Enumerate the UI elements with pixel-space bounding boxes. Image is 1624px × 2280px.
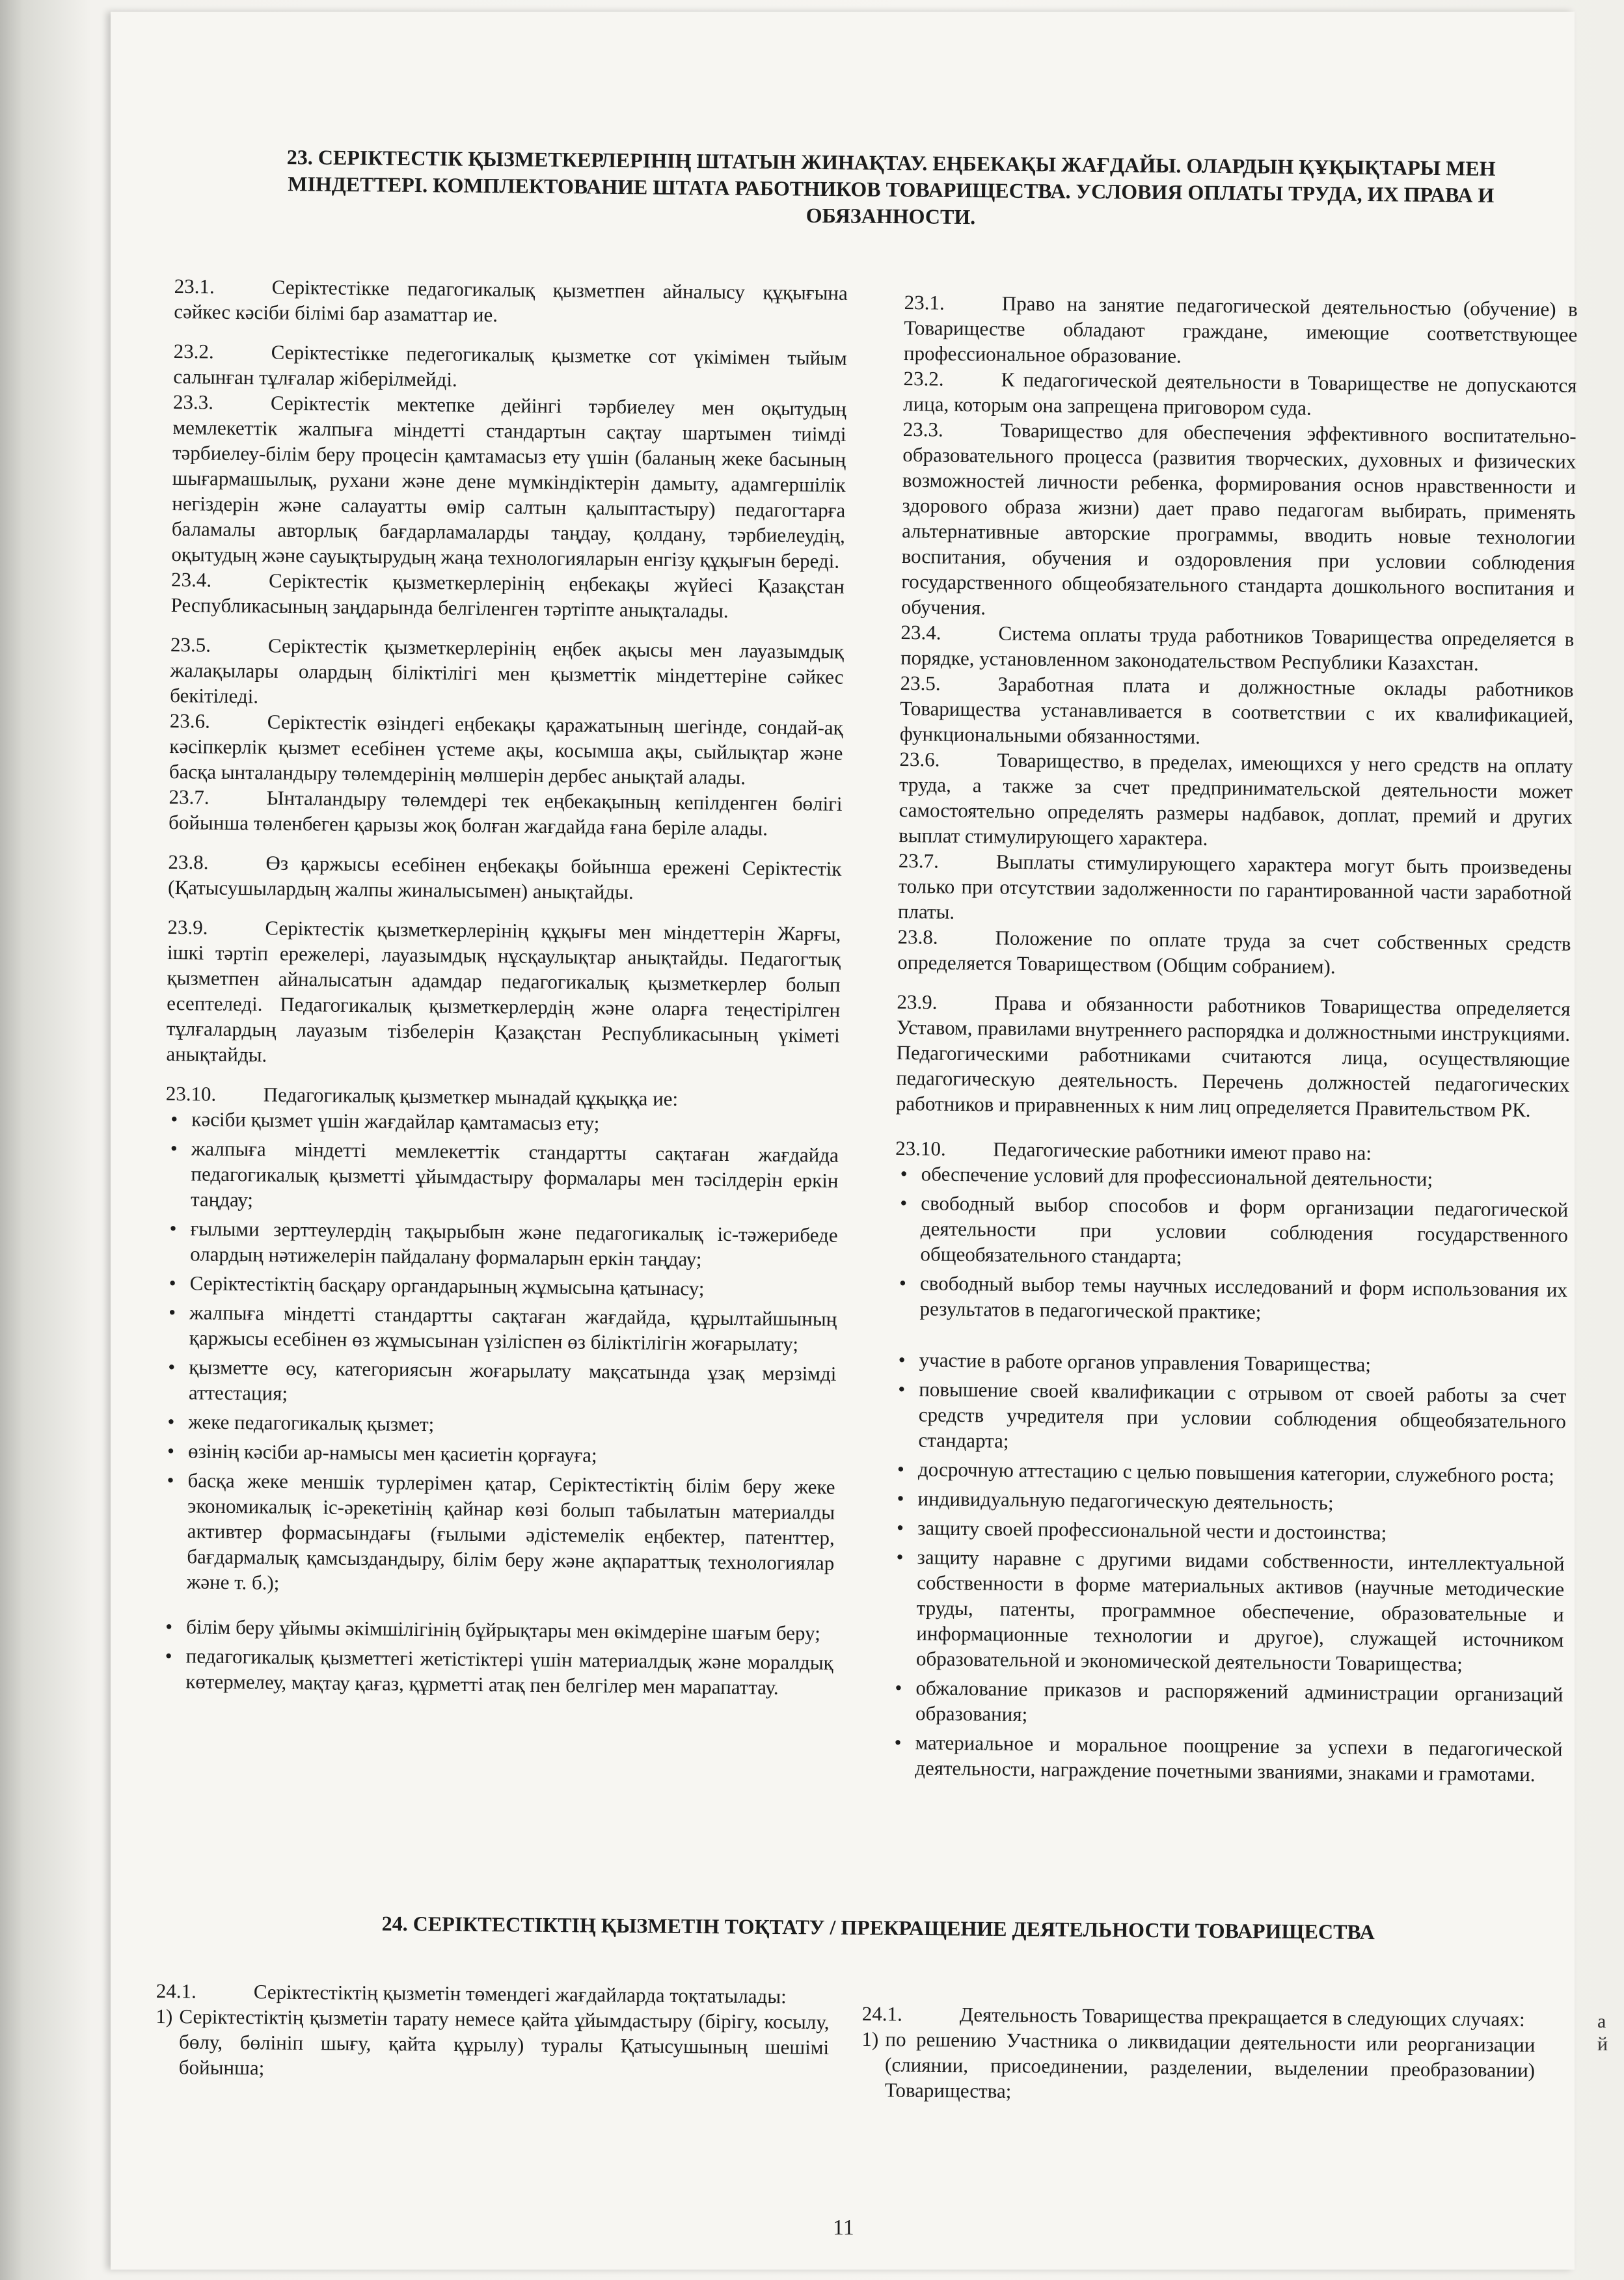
paragraph-23-6-ru [899,746,1573,855]
list-item: • жалпыға міндетті мемлекеттік стандартты сақтаған жағдайда педагогикалық қызметті ұйымдастыру формалары мен тәсілдерін еркін таңдау; [165,1135,839,1219]
list-item: • защиту наравне с другими видами собственности, интеллектуальной собственности в форме материальных активов (научные методические труды, патенты, программное обеспечение, образовательные и информационные технологии и другое), служащей источником образовательной и экономической деятельности Товарищества; [890,1544,1565,1678]
paragraph-23-4-kz [170,567,845,625]
section-24-title: 24. СЕРІКТЕСТІКТІҢ ҚЫЗМЕТІН ТОҚТАТУ / ПРЕКРАЩЕНИЕ ДЕЯТЕЛЬНОСТИ ТОВАРИЩЕСТВА [381,1911,1375,1944]
clause-number: 23.9. [897,990,938,1014]
list-item: • участие в работе органов управления Товарищества; [893,1347,1567,1379]
list-item [861,2026,1536,2108]
cases-list-ru [861,2026,1536,2108]
paragraph-23-1-kz [174,273,848,331]
list-item: • ғылыми зерттеулердің тақырыбын және педагогикалық іс-тәжерибеде олардың нәтижелерін пайдалану формаларын еркін таңдау; [164,1215,838,1273]
paragraph-23-1-ru [904,290,1578,373]
clause-text: Серіктестіктің қызметін төмендегі жағдайларда тоқтатылады: [253,1980,787,2008]
paragraph-23-2-kz [173,338,847,396]
clause-number: 23.1. [904,290,945,314]
page-number: 11 [833,2216,854,2240]
clause-number: 24.1. [861,2002,902,2026]
clause-number: 23.8. [897,925,938,949]
paragraph-23-9-ru [896,989,1571,1123]
clause-text: Серіктестікке педагогикалық қызметпен айналысу құқығына сәйкес кәсіби білімі бар азаматтар ие. [174,275,848,327]
paragraph-23-5-ru [900,670,1574,753]
section-24-right-ru [861,2001,1536,2108]
item-text: по решению Участника о ликвидации деятельности или реорганизации (слиянии, присоединении, разделении, выделении преобразовании) Товарищества; [884,2028,1536,2103]
section-24-left-kz [156,1978,830,2085]
clause-text: Деятельность Товарищества прекращается в следующих случаях: [959,2003,1525,2031]
clause-number: 23.5. [170,632,211,657]
paragraph-23-3-ru [901,416,1577,627]
clause-text: Право на занятие педагогической деятельностью (обучение) в Товариществе обладают граждане, имеющие соответствующее профессиональное образование. [903,292,1578,368]
clause-number: 23.1. [174,274,215,298]
clause-number: 23.8. [168,850,209,874]
rights-list-ru [889,1161,1569,1787]
clause-number: 23.6. [169,709,210,733]
clause-number: 24.1. [156,1979,196,2003]
clause-text: Педагогикалық қызметкер мынадай құқыққа ие: [263,1083,679,1111]
cases-list-kz [156,2003,830,2085]
list-item: • педагогикалық қызметтегі жетістіктері үшін материалдық және моралдық көтермелеу, мақтау қағаз, құрметті атақ пен белгілер мен марапаттау. [159,1643,833,1701]
paragraph-23-4-ru [900,619,1575,677]
margin-mark: й [1597,2033,1608,2055]
clause-text: Серіктестік қызметкерлерінің құқығы мен міндеттерін Жарғы, ішкі тәртіп ережелері, лауазымдық нұсқаулықтар анықтайды. Педагогтық қызметпен айналысатын адамдар педагогикалық қызметкерлер болып есептеледі. Педагогикалық қызметкерлердің және оларға теңестірілген тұлғалардың лауазым тізбелерін Қазақстан Республикасының үкіметі анықтайды. [166,916,841,1066]
clause-number: 23.10. [165,1081,217,1106]
list-item: • повышение своей квалификации с отрывом от своей работы за счет средств учредителя при условии соблюдения общеобязательного стандарта; [892,1376,1566,1459]
clause-text: Серіктестік қызметкерлерінің еңбекақы жүйесі Қазақстан Республикасының заңдарында белгіленген тәртіпте анықталады. [170,569,845,622]
clause-text: Серіктестік өзіндегі еңбекақы қаражатының шегінде, сондай-ақ кәсіпкерлік қызмет есебінен үстеме ақы, косымша ақы, сыйлықтар және басқа ынталандыру төлемдерінің мөлшерін дербес анықтай алады. [169,710,843,789]
clause-text: Заработная плата и должностные оклады работников Товарищества устанавливается в соответствии с их квалификацией, функциональными обязанностями. [899,672,1574,748]
clause-text: Өз қаржысы есебінен еңбекақы бойынша ережені Серіктестік (Қатысушылардың жалпы жиналысымен) анықтайды. [167,851,842,904]
clause-number: 23.7. [169,785,210,809]
clause-text: Серіктестікке педегогикалық қызметке сот үкімімен тыйым салынған тұлғалар жіберілмейді. [173,340,847,391]
list-item: • обеспечение условий для профессиональной деятельности; [895,1161,1569,1193]
item-number: 1) [861,2027,879,2051]
clause-number: 23.10. [895,1136,946,1160]
section-23-title: 23. СЕРІКТЕСТІК ҚЫЗМЕТКЕРЛЕРІНІҢ ШТАТЫН ЖИНАҚТАУ. ЕҢБЕКАҚЫ ЖАҒДАЙЫ. ОЛАРДЫН ҚҰҚЫҚТАРЫ МЕН МІНДЕТТЕРІ. КОМПЛЕКТОВАНИЕ ШТАТА РАБОТНИКОВ ТОВАРИЩЕСТВА. УСЛОВИЯ ОПЛАТЫ ТРУДА, ИХ ПРАВА И ОБЯЗАННОСТИ. [286,145,1496,229]
list-item: • қызметте өсу, категориясын жоғарылату мақсатында ұзақ мерзімді аттестация; [163,1354,837,1412]
clause-number: 23.3. [172,390,214,414]
clause-text: Выплаты стимулирующего характера могут быть произведены только при отсутствии задолженности по гарантированной части заработной платы. [897,850,1572,923]
clause-number: 23.4. [900,620,941,644]
list-item: • кәсіби қызмет үшін жағдайлар қамтамасыз ету; [165,1106,839,1139]
paragraph-23-7-ru [898,848,1572,931]
paragraph-23-2-ru [903,366,1577,424]
margin-mark: а [1597,2011,1606,2032]
list-item: • защиту своей профессиональной чести и достоинства; [891,1515,1565,1547]
clause-number: 23.9. [167,915,208,939]
paragraph-23-8-kz [168,849,842,907]
list-item: • білім беру ұйымы әкімшілігінің бұйрықтары мен өкімдеріне шағым беру; [160,1614,833,1646]
paragraph-23-7-kz [169,784,843,842]
clause-number: 23.2. [903,366,944,390]
clause-text: Серіктестік мектепке дейінгі тәрбиелеу мен оқытудың мемлекеттік жалпыға міндетті стандартын сақтау шартымен тиімді тәрбиелеу-білім беру процесін қамтамасыз ету үшін (баланың жеке басының шығармашылық, рухани және дене мүмкіндіктерін дамыту, адамгершілік негіздерін және салауатты өмір салтын қалыптастыру) педагогтарға баламалы авторлық бағдарламаларды таңдау, қолдану, тәрбиелеудің, оқытудың және сауықтырудың жаңа технологияларын енгізу құқығын береді. [171,391,847,573]
list-item: • обжалование приказов и распоряжений администрации организаций образования; [889,1675,1563,1733]
clause-text: Права и обязанности работников Товарищества определяется Уставом, правилами внутреннего распорядка и должностными инструкциями. Педагогическими работниками считаются лица, осуществляющие педагогическую деятельность. Перечень должностей педагогических работников и приравненных к ним лиц определяется Правительством РК. [895,991,1571,1122]
clause-text: Система оплаты труда работников Товарищества определяется в порядке, установленном законодательством Республики Казахстан. [900,621,1575,675]
clause-number: 23.2. [173,339,214,363]
clause-text: Положение по оплате труда за счет собственных средств определяется Товариществом (Общим собранием). [897,926,1571,978]
item-text: Серіктестіктің қызметін тарату немесе қайта ұйымдастыру (бірігу, косылу, бөлу, бөлініп шығу, қайта құрылу) туралы Қатысушының шешімі бойынша; [178,2005,830,2080]
paragraph-23-6-kz [169,708,843,791]
paragraph-23-3-kz [171,389,846,574]
list-item: • жалпыға міндетті стандартты сақтаған жағдайда, құрылтайшының қаржысы есебінен өз жұмысынан үзіліспен өз біліктілігін жоғарылату; [163,1299,837,1357]
clause-number: 23.7. [898,848,939,873]
clause-number: 23.3. [902,417,943,441]
rights-list-kz [159,1106,839,1701]
clause-text: Серіктестік қызметкерлерінің еңбек ақысы мен лауазымдық жалақылары олардың біліктілігі мен қызметтік міндеттеріне сәйкес бекітіледі. [170,634,845,708]
left-column-kz [159,273,848,1705]
list-item: • Серіктестіктің басқару органдарының жұмысына қатынасу; [164,1270,837,1303]
clause-number: 23.5. [900,671,941,695]
clause-text: Ынталандыру төлемдері тек еңбекақының кепілденген бөлігі бойынша төленбеген қарызы жоқ болған жағдайда ғана беріле алады. [168,786,843,840]
right-column-ru [889,290,1578,1791]
list-item [156,2003,830,2085]
list-item: • материальное и моральное поощрение за успехи в педагогической деятельности, награждение почетными званиями, знаками и грамотами. [889,1730,1563,1787]
paragraph-23-9-kz [166,914,841,1074]
clause-number: 23.4. [170,567,212,591]
clause-text: Педагогические работники имеют право на: [992,1137,1372,1165]
clause-number: 23.6. [899,747,940,771]
clause-text: К педагогической деятельности в Товариществе не допускаются лица, которым она запрещена приговором суда. [902,368,1577,420]
paragraph-23-8-ru [897,924,1571,982]
paragraph-23-5-kz [170,632,844,715]
list-item: • өзінің кәсіби ар-намысы мен қасиетін қорғауға; [162,1438,835,1471]
list-item: • индивидуальную педагогическую деятельность; [891,1486,1565,1518]
item-number: 1) [156,2004,173,2028]
list-item: • басқа жеке меншік турлерімен қатар, Серіктестіктің білім беру жеке экономикалық іс-әрекетінің қайнар көзі болып табылатын материалды активтер формасындағы (ғылыми әдістемелік еңбектер, патенттер, бағдармалық қамсыздандыру, білім беру және ақпараттық технологиялар және т. б.); [161,1467,835,1601]
list-item: • жеке педагогикалық қызмет; [162,1409,835,1441]
list-item: • досрочную аттестацию с целью повышения категории, служебного роста; [892,1456,1565,1489]
clause-text: Товарищество для обеспечения эффективного воспитательно-образовательного процесса (развития творческих, духовных и физических возможностей личности ребенка, формирования основ нравственности и здорового образа жизни) дает право педагогам выбирать, применять альтернативные авторские программы, вводить новые технологии воспитания, обучения и оздоровления при условии соблюдения государственного общеобязательного стандарта дошкольного воспитания и обучения. [900,418,1577,619]
list-item: • свободный выбор темы научных исследований и форм использования их результатов в педагогической практике; [893,1270,1567,1328]
clause-text: Товарищество, в пределах, имеющихся у него средств на оплату труда, а также за счет предпринимательской деятельности может самостоятельно определять размеры надбавок, доплат, премий и других выплат стимулирующего характера. [899,748,1573,850]
list-item: • свободный выбор способов и форм организации педагогической деятельности при условии соблюдения государственного общеобязательного стандарта; [894,1190,1568,1273]
